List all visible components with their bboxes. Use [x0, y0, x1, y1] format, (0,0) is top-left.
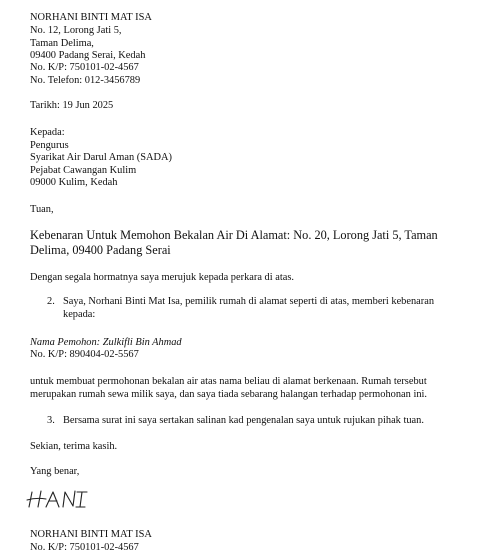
sender-address-line-2: Taman Delima, [30, 38, 94, 49]
point-2-number: 2. [47, 296, 55, 307]
letter-date: Tarikh: 19 Jun 2025 [30, 100, 114, 111]
body-paragraph: untuk membuat permohonan bekalan air atas nama beliau di alamat berkenaan. Rumah tersebut merupakan rumah sewa milik saya, dan saya tiada sebarang halangan terhadap permohonan ini. [30, 376, 428, 400]
sender-name: NORHANI BINTI MAT ISA [30, 12, 152, 23]
recipient-line-4: 09000 Kulim, Kedah [30, 177, 118, 188]
closing-text: Sekian, terima kasih. [30, 441, 118, 452]
recipient-line-3: Pejabat Cawangan Kulim [30, 165, 137, 176]
sender-address-line-1: No. 12, Lorong Jati 5, [30, 25, 122, 36]
point-3-text: Bersama surat ini saya sertakan salinan kad pengenalan saya untuk rujukan pihak tuan. [63, 415, 424, 426]
signatory-name: NORHANI BINTI MAT ISA [30, 529, 152, 540]
point-3-number: 3. [47, 415, 55, 426]
salutation: Tuan, [30, 204, 54, 215]
signatory-ic: No. K/P: 750101-02-4567 [30, 542, 139, 553]
recipient-line-2: Syarikat Air Darul Aman (SADA) [30, 152, 172, 163]
applicant-name: Nama Pemohon: Zulkifli Bin Ahmad [30, 337, 182, 348]
sign-off: Yang benar, [30, 466, 80, 477]
applicant-ic: No. K/P: 890404-02-5567 [30, 349, 139, 360]
sender-address-line-3: 09400 Padang Serai, Kedah [30, 50, 146, 61]
letter-subject: Kebenaran Untuk Memohon Bekalan Air Di Alamat: No. 20, Lorong Jati 5, Taman Delima, 09400 Padang Serai [30, 228, 438, 257]
intro-paragraph: Dengan segala hormatnya saya merujuk kepada perkara di atas. [30, 272, 294, 283]
recipient-label: Kepada: [30, 127, 65, 138]
recipient-line-1: Pengurus [30, 140, 69, 151]
sender-phone: No. Telefon: 012-3456789 [30, 75, 141, 86]
handwritten-signature [26, 487, 98, 511]
point-2-text: Saya, Norhani Binti Mat Isa, pemilik rumah di alamat seperti di atas, memberi kebenaran kepada: [63, 296, 435, 320]
sender-ic: No. K/P: 750101-02-4567 [30, 62, 139, 73]
